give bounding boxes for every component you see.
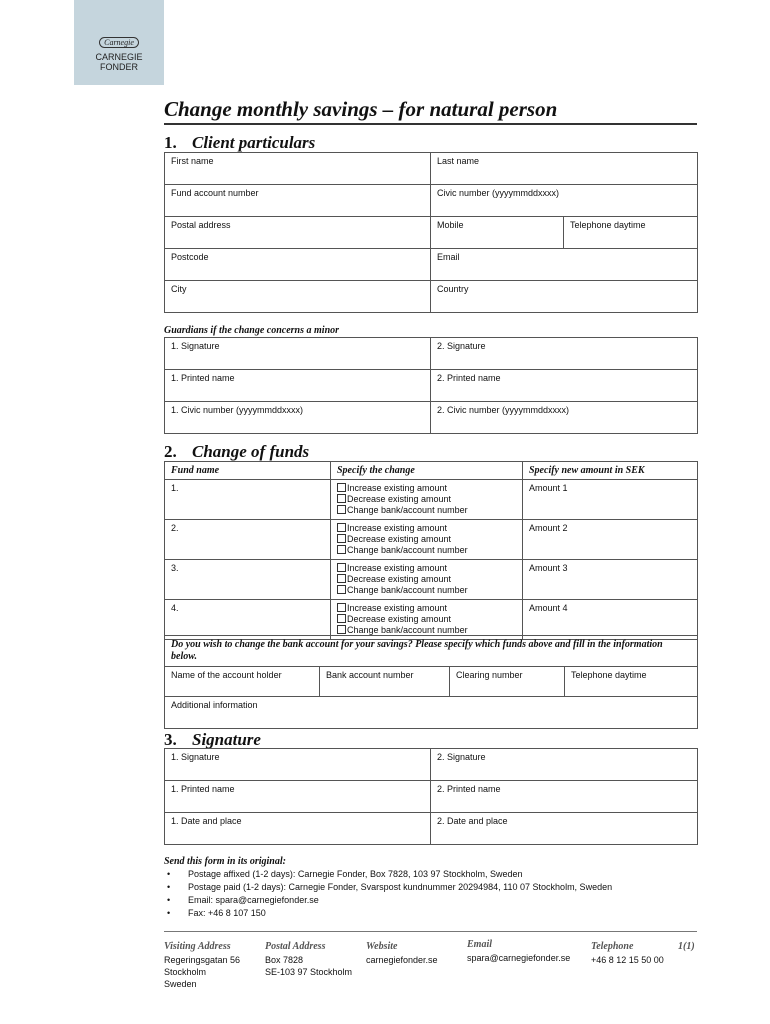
logo-line2: FONDER [100,62,138,72]
footer-telephone-number: +46 8 12 15 50 00 [591,955,664,965]
footer-email-link[interactable]: spara@carnegiefonder.se [467,953,571,963]
decrease-checkbox-2[interactable]: Decrease existing amount [337,534,516,545]
footer-email [467,939,570,964]
increase-checkbox-3[interactable]: Increase existing amount [337,563,516,574]
section3-title: Signature [192,730,261,749]
signature1-field[interactable]: 1. Signature [165,749,431,781]
civic-number-field[interactable]: Civic number (yyyymmddxxxx) [431,185,698,217]
footer-email-heading: Email [467,939,493,950]
logo-line1: CARNEGIE [95,52,143,62]
footer-visiting-street: Regeringsgatan 56 [164,955,241,965]
send-item-fax: • Fax: +46 8 107 150 [164,907,612,920]
postcode-field[interactable]: Postcode [165,249,431,281]
change-bank-checkbox-3[interactable]: Change bank/account number [337,585,516,596]
change-options-2 [331,520,523,560]
page-number: 1(1) [678,941,695,952]
change-bank-checkbox-2[interactable]: Change bank/account number [337,545,516,556]
last-name-field[interactable]: Last name [431,153,698,185]
col-new-amount: Specify new amount in SEK [523,462,698,480]
section3-number: 3. [164,730,177,749]
section1-heading [164,133,315,153]
guardian2-signature-field[interactable]: 2. Signature [431,338,698,370]
bank-account-question: Do you wish to change the bank account for your savings? Please specify which funds above and fill in the information below. [165,636,698,667]
guardians-heading: Guardians if the change concerns a minor [164,325,340,336]
section2-title: Change of funds [192,442,310,461]
change-bank-checkbox-1[interactable]: Change bank/account number [337,505,516,516]
printed-name1-field[interactable]: 1. Printed name [165,781,431,813]
decrease-checkbox-1[interactable]: Decrease existing amount [337,494,516,505]
fund-name-field-3[interactable]: 3. [165,560,331,600]
change-options-1 [331,480,523,520]
logo-text [74,52,164,72]
section2-heading [164,442,309,462]
mobile-field[interactable]: Mobile [431,217,564,249]
postal-address-field[interactable]: Postal address [165,217,431,249]
footer-postal-city: SE-103 97 Stockholm [265,967,353,977]
carnegie-logo [74,0,164,85]
footer-website [366,941,438,966]
section2-number: 2. [164,442,177,461]
country-field[interactable]: Country [431,281,698,313]
footer-postal-heading: Postal Address [265,941,326,952]
amount-field-3[interactable]: Amount 3 [523,560,698,600]
telephone-daytime-field[interactable]: Telephone daytime [564,217,698,249]
decrease-checkbox-3[interactable]: Decrease existing amount [337,574,516,585]
increase-checkbox-1[interactable]: Increase existing amount [337,483,516,494]
additional-information-field[interactable]: Additional information [165,697,698,729]
page-title: Change monthly savings – for natural person [164,97,558,121]
amount-field-4[interactable]: Amount 4 [523,600,698,640]
amount-field-2[interactable]: Amount 2 [523,520,698,560]
date-place2-field[interactable]: 2. Date and place [431,813,698,845]
footer-postal-address [265,941,352,978]
fund-name-field-2[interactable]: 2. [165,520,331,560]
section1-number: 1. [164,133,177,152]
signature-table [164,748,698,845]
increase-checkbox-2[interactable]: Increase existing amount [337,523,516,534]
printed-name2-field[interactable]: 2. Printed name [431,781,698,813]
guardian1-printed-name-field[interactable]: 1. Printed name [165,370,431,402]
amount-field-1[interactable]: Amount 1 [523,480,698,520]
title-rule [164,123,697,125]
client-particulars-table [164,152,698,313]
guardian1-civic-number-field[interactable]: 1. Civic number (yyyymmddxxxx) [165,402,431,434]
change-options-3 [331,560,523,600]
guardian2-civic-number-field[interactable]: 2. Civic number (yyyymmddxxxx) [431,402,698,434]
change-options-4 [331,600,523,640]
footer-website-link[interactable]: carnegiefonder.se [366,955,438,965]
bank-account-table [164,635,698,729]
change-bank-checkbox-4[interactable]: Change bank/account number [337,625,516,636]
send-item-email: • Email: spara@carnegiefonder.se [164,894,612,907]
email-field[interactable]: Email [431,249,698,281]
guardian2-printed-name-field[interactable]: 2. Printed name [431,370,698,402]
city-field[interactable]: City [165,281,431,313]
footer-visiting-country: Sweden [164,979,197,989]
account-holder-field[interactable]: Name of the account holder [165,667,320,697]
guardian1-signature-field[interactable]: 1. Signature [165,338,431,370]
footer-telephone-heading: Telephone [591,941,634,952]
bank-account-number-field[interactable]: Bank account number [320,667,450,697]
change-of-funds-table [164,461,698,640]
signature2-field[interactable]: 2. Signature [431,749,698,781]
decrease-checkbox-4[interactable]: Decrease existing amount [337,614,516,625]
send-title: Send this form in its original: [164,856,286,867]
footer-postal-box: Box 7828 [265,955,304,965]
increase-checkbox-4[interactable]: Increase existing amount [337,603,516,614]
footer-website-heading: Website [366,941,398,952]
first-name-field[interactable]: First name [165,153,431,185]
section3-heading [164,730,261,750]
col-fund-name: Fund name [165,462,331,480]
logo-script: Carnegie [74,38,164,47]
send-item-postage-affixed: • Postage affixed (1-2 days): Carnegie Fonder, Box 7828, 103 97 Stockholm, Sweden [164,868,612,881]
date-place1-field[interactable]: 1. Date and place [165,813,431,845]
fund-name-field-1[interactable]: 1. [165,480,331,520]
bank-telephone-field[interactable]: Telephone daytime [565,667,698,697]
fund-account-number-field[interactable]: Fund account number [165,185,431,217]
send-list [164,868,612,920]
footer-telephone [591,941,664,966]
footer-visiting-address [164,941,240,990]
guardians-table [164,337,698,434]
col-specify-change: Specify the change [331,462,523,480]
section1-title: Client particulars [192,133,316,152]
footer-visiting-city: Stockholm [164,967,207,977]
footer-rule [164,931,697,932]
send-item-postage-paid: • Postage paid (1-2 days): Carnegie Fonder, Svarspost kundnummer 20294984, 110 07 Stockholm, Sweden [164,881,612,894]
footer-visiting-heading: Visiting Address [164,941,231,952]
fund-name-field-4[interactable]: 4. [165,600,331,640]
clearing-number-field[interactable]: Clearing number [450,667,565,697]
